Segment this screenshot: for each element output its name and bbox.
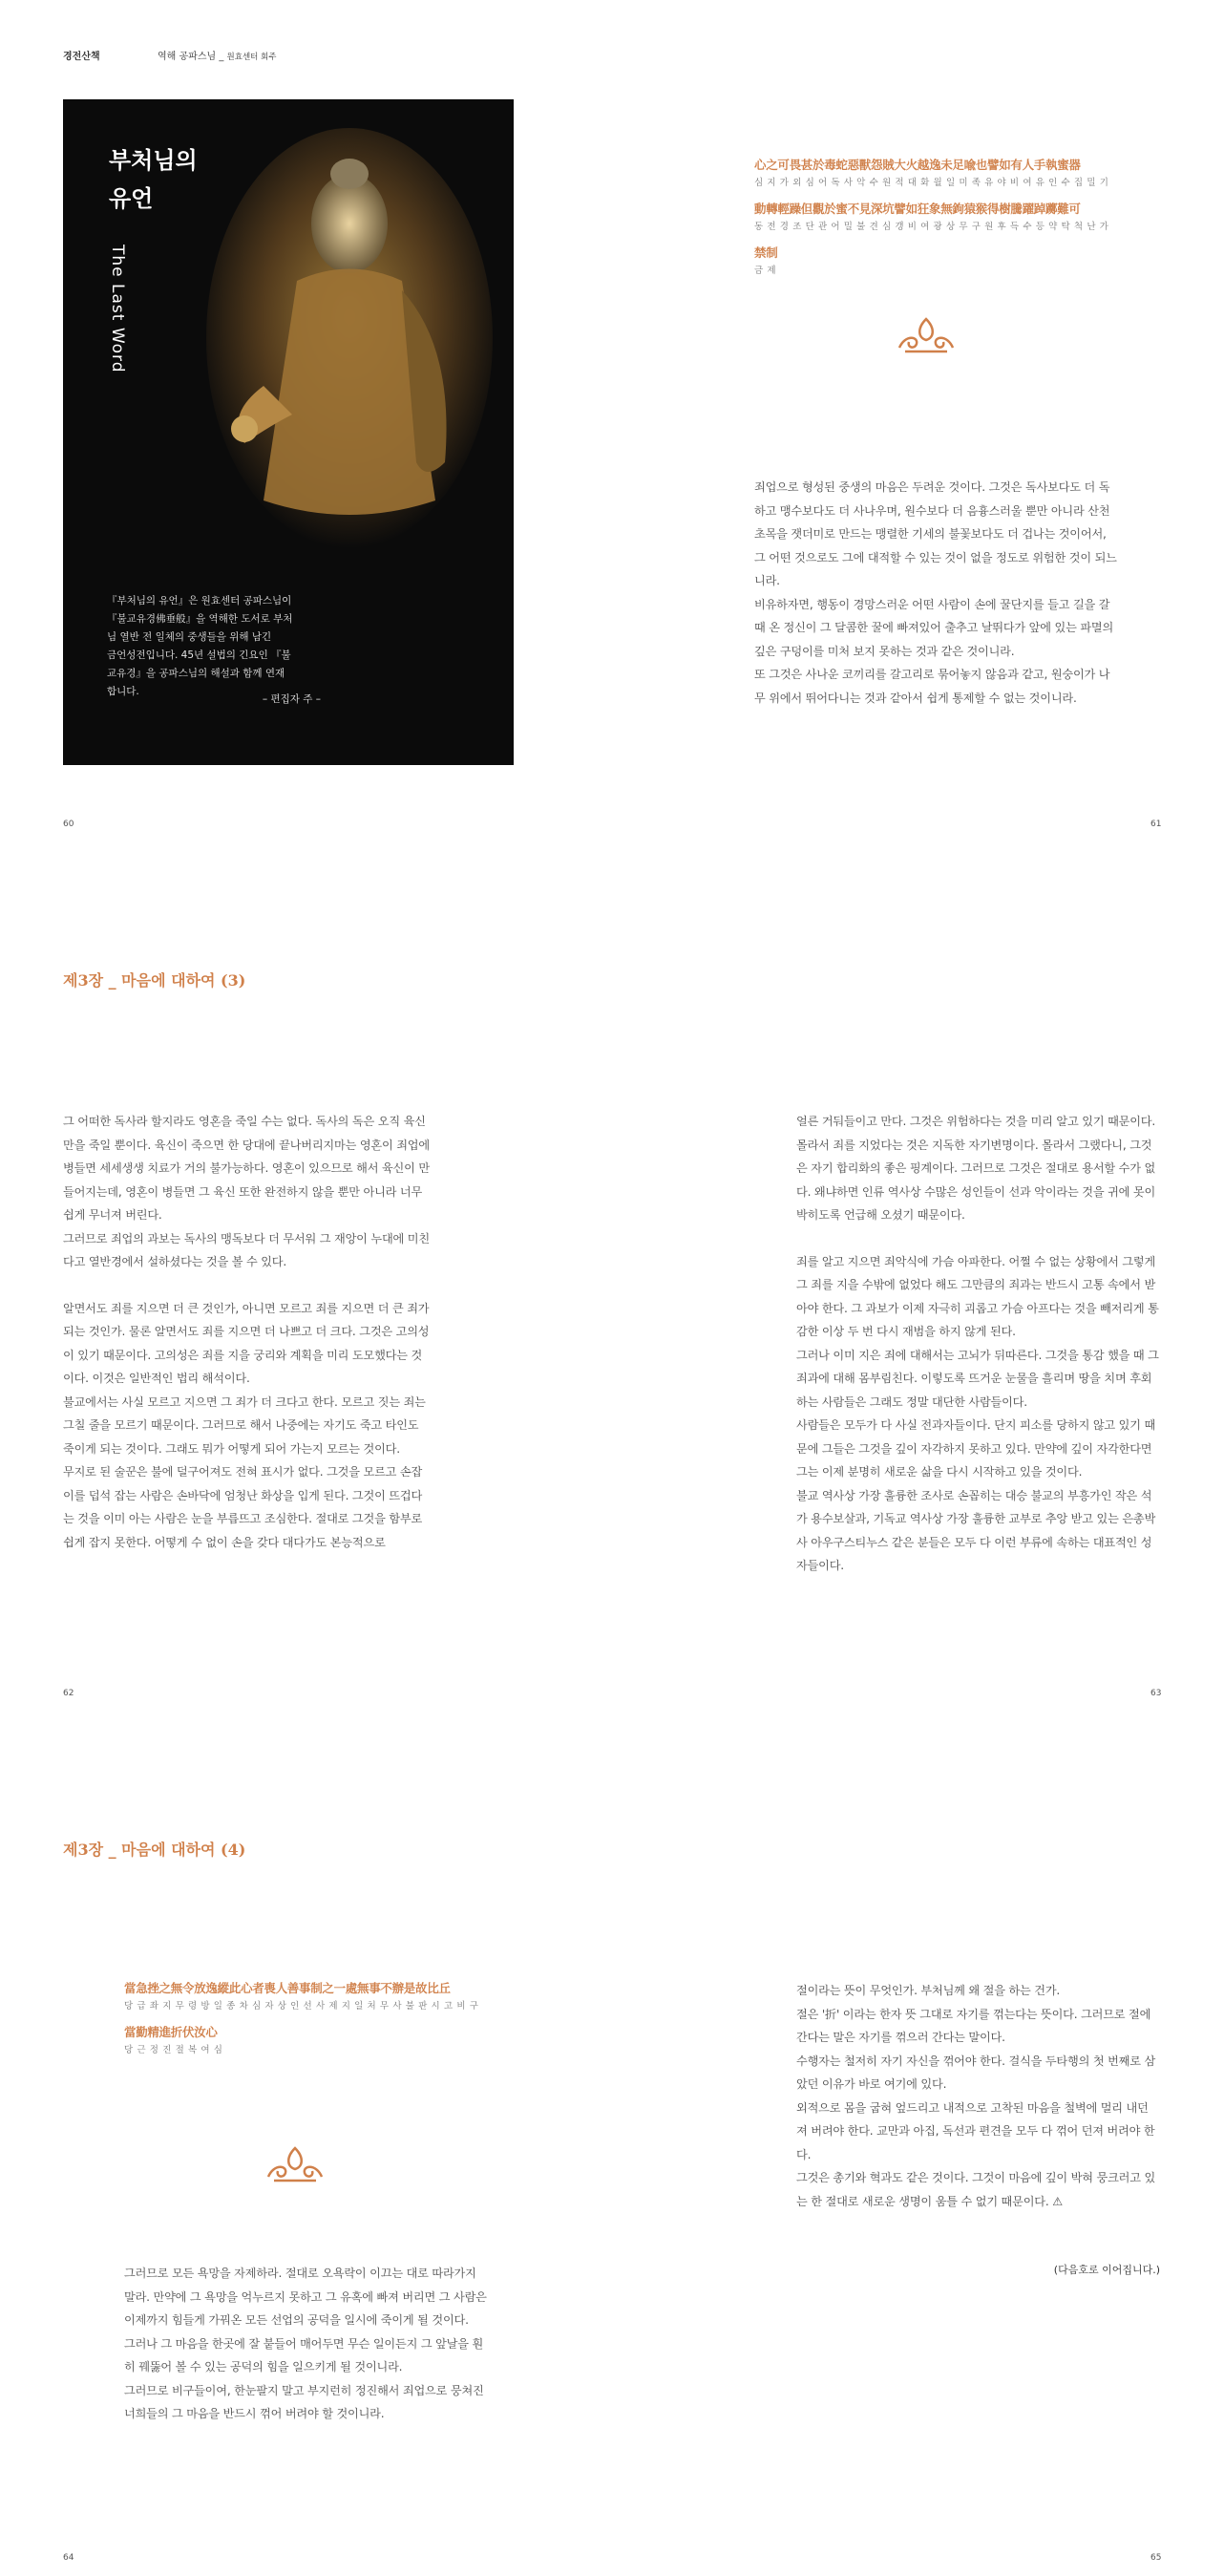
verse-reading: 동 전 경 조 단 관 어 밀 불 견 심 갱 비 여 광 상 무 구 원 후 득 수 등 약 탁 척 난 가 — [754, 222, 1109, 232]
verse-reading: 금 제 — [754, 266, 777, 276]
cover-subtitle: The Last Word — [108, 245, 127, 373]
chapter-heading: 제3장 _ 마음에 대하여 (3) — [63, 971, 246, 990]
verse-block-p61 — [754, 156, 1109, 287]
ornament-icon — [896, 315, 957, 355]
body-p65: 절이라는 뜻이 무엇인가. 부처님께 왜 절을 하는 건가. 절은 '折' 이라는 한자 뜻 그대로 자기를 꺾는다는 뜻이다. 그러므로 절에 간다는 말은 자기를 꺾으러 간다는 말이다. 수행자는 철저히 자기 자신을 꺾어야 한다. 걸식을 두타행의 첫 번째로 삼았던 이유가 바로 여기에 있다. 외적으로 몸을 굽혀 엎드리고 내적으로 고착된 마음을 철벽에 멀리 내던져 버려야 한다. 교만과 아집, 독선과 편견을 모두 다 꺾어 던져 버려야 한다. 그것은 총기와 혁과도 같은 것이다. 그것이 마음에 깊이 박혀 뭉크러고 있는 한 절대로 새로운 생명이 움틀 수 없기 때문이다. ⚠ — [796, 1984, 1156, 2208]
body-p62: 그 어떠한 독사라 할지라도 영혼을 죽일 수는 없다. 독사의 독은 오직 육신만을 죽일 뿐이다. 육신이 죽으면 한 당대에 끝나버리지마는 영혼이 죄업에 병들면 세세생생 치료가 거의 불가능하다. 영혼이 있으므로 해서 육신이 만들어지는데, 영혼이 병들면 그 육신 또한 완전하지 않을 뿐만 아니라 너무 쉽게 무너져 버린다. 그러므로 죄업의 과보는 독사의 맹독보다 더 무서워 그 재앙이 누대에 미친다고 열반경에서 설하셨다는 것을 볼 수 있다. 알면서도 죄를 지으면 더 큰 것인가, 아니면 모르고 죄를 지으면 더 큰 죄가 되는 것인가. 물론 알면서도 죄를 지으면 더 나쁘고 더 크다. 그것은 고의성이 있기 때문이다. 고의성은 죄를 지을 궁리와 계획을 미리 도모했다는 것이다. 이것은 일반적인 법리 해석이다. 불교에서는 사실 모르고 지으면 그 죄가 더 크다고 한다. 모르고 짓는 죄는 그칠 줄을 모르기 때문이다. 그러므로 해서 나중에는 자기도 죽고 타인도 죽이게 되는 것이다. 그래도 뭐가 어떻게 되어 가는지 모르는 것이다. 무지로 된 술꾼은 불에 덜구어져도 전혀 표시가 없다. 그것을 모르고 손잡이를 덥석 잡는 사람은 손바닥에 엄청난 화상을 입게 된다. 그것이 뜨겁다는 것을 이미 아는 사람은 눈을 부릅뜨고 조심한다. 절대로 그것을 함부로 쉽게 잡지 못한다. 어떻게 수 없이 손을 갖다 대다가도 본능적으로 — [63, 1115, 430, 1549]
ornament-icon — [264, 2144, 326, 2184]
verse-hanja: 當急挫之無令放逸縱此心者喪人善事制之一處無事不辦是故比丘 — [124, 1981, 451, 1995]
header-series: 역해 공파스님 _ 원효센터 회주 — [158, 52, 277, 62]
verse-hanja: 動轉輕躁但觀於蜜不見深坑譬如狂象無鉤猿猴得樹騰躍踔躑難可 — [754, 202, 1081, 216]
cover-editor-note: – 편집자 주 – — [262, 693, 321, 705]
page-number: 65 — [1150, 2553, 1162, 2563]
cover-intro: 『부처님의 유언』은 원효센터 공파스님이 『불교유경佛垂般』을 역해한 도서로 부처 님 열반 전 일체의 중생들을 위해 남긴 금언성전입니다. 45년 설법의 긴요인 『불 교유경』을 공파스님의 해설과 함께 연재 합니다. — [107, 595, 293, 697]
body-p63: 얼른 거둬들이고 만다. 그것은 위험하다는 것을 미리 알고 있기 때문이다. 몰라서 죄를 지었다는 것은 지독한 자기변명이다. 몰라서 그랬다니, 그것은 자기 합리화의 좋은 핑계이다. 그러므로 그것은 절대로 용서할 수가 없다. 왜냐하면 인류 역사상 수많은 성인들이 선과 악이라는 것을 귀에 못이 박히도록 언급해 오셨기 때문이다. 죄를 알고 지으면 죄악식에 가슴 아파한다. 어쩔 수 없는 상황에서 그렇게 그 죄를 지을 수밖에 없었다 해도 그만큼의 죄과는 반드시 고통 속에서 받아야 한다. 그 과보가 이제 자극히 괴롭고 가슴 아프다는 것을 빼저리게 통감한 이상 두 번 다시 재범을 하지 않게 된다. 그러나 이미 지은 죄에 대해서는 고뇌가 뒤따른다. 그것을 통감 했을 때 그 죄과에 대해 몸부림친다. 이렇도록 뜨거운 눈물을 흘리며 땅을 치며 후회하는 사람들은 그래도 정말 대단한 사람들이다. 사람들은 모두가 다 사실 전과자들이다. 단지 피소를 당하지 않고 있기 때문에 그들은 그것을 깊이 자각하지 못하고 있다. 만약에 깊이 자각한다면 그는 이제 분명히 새로운 삶을 다시 시작하고 있을 것이다. 불교 역사상 가장 훌륭한 조사로 손꼽히는 대승 불교의 부흥가인 작은 석가 용수보살과, 기독교 역사상 가장 훌륭한 교부로 추앙 받고 있는 은총박사 아우구스티누스 같은 분들은 모두 다 이런 부류에 속하는 대표적인 성자들이다. — [796, 1115, 1159, 1572]
body-p61: 죄업으로 형성된 중생의 마음은 두려운 것이다. 그것은 독사보다도 더 독하고 맹수보다도 더 사나우며, 원수보다 더 음흉스러울 뿐만 아니라 산천초목을 잿더미로 만드는 맹렬한 기세의 불꽃보다도 더 겁나는 것이어서, 그 어떤 것으로도 그에 대적할 수 있는 것이 없을 정도로 위험한 것이 되느니라. 비유하자면, 행동이 경망스러운 어떤 사람이 손에 꿀단지를 들고 길을 갈 때 온 정신이 그 달콤한 꿀에 빠져있어 출추고 날뛰다가 앞에 있는 파멸의 깊은 구덩이를 미처 보지 못하는 것과 같은 것이니라. 또 그것은 사나운 코끼리를 갈고리로 묶어놓지 않음과 같고, 원숭이가 나무 위에서 뛰어다니는 것과 같아서 쉽게 통제할 수 없는 것이니라. — [754, 480, 1117, 705]
body-p64: 그러므로 모든 욕망을 자제하라. 절대로 오욕락이 이끄는 대로 따라가지 말라. 만약에 그 욕망을 억누르지 못하고 그 유혹에 빠져 버리면 그 사람은 이제까지 힘들게 가꿔온 모든 선업의 공덕을 일시에 죽이게 될 것이다. 그러나 그 마음을 한곳에 잘 붙들어 매어두면 무슨 일이든지 그 앞날을 훤히 꿰뚫어 볼 수 있는 공덕의 힘을 일으키게 될 것이니라. 그러므로 비구들이여, 한눈팔지 말고 부지런히 정진해서 죄업으로 뭉쳐진 너희들의 그 마음을 반드시 꺾어 버려야 할 것이니라. — [124, 2267, 487, 2420]
cover-panel — [63, 99, 514, 765]
page-number: 63 — [1150, 1689, 1162, 1698]
verse-reading: 당 근 정 진 절 복 여 심 — [124, 2045, 223, 2055]
header-brand: 경전산책 — [63, 52, 100, 62]
verse-hanja: 當勤精進折伏汝心 — [124, 2025, 218, 2039]
continued-note: (다음호로 이어집니다.) — [1053, 2264, 1160, 2276]
verse-reading: 당 급 좌 지 무 령 방 일 종 차 심 자 상 인 선 사 제 지 일 처 무 사 불 판 시 고 비 구 — [124, 2001, 479, 2012]
verse-block-p64 — [124, 1979, 479, 2067]
chapter-heading: 제3장 _ 마음에 대하여 (4) — [63, 1841, 246, 1859]
verse-reading: 심 지 가 외 심 어 독 사 악 수 원 적 대 화 월 일 미 족 유 야 비 여 유 인 수 집 밀 기 — [754, 178, 1109, 188]
cover-title: 부처님의 유언 — [109, 147, 198, 212]
verse-hanja: 禁制 — [754, 245, 778, 260]
page-number: 61 — [1150, 820, 1162, 829]
page-number: 60 — [63, 820, 74, 829]
page-number: 64 — [63, 2553, 74, 2563]
page-number: 62 — [63, 1689, 74, 1698]
verse-hanja: 心之可畏甚於毒蛇惡獸怨賊大火越逸未足喩也譬如有人手執蜜器 — [754, 158, 1081, 172]
